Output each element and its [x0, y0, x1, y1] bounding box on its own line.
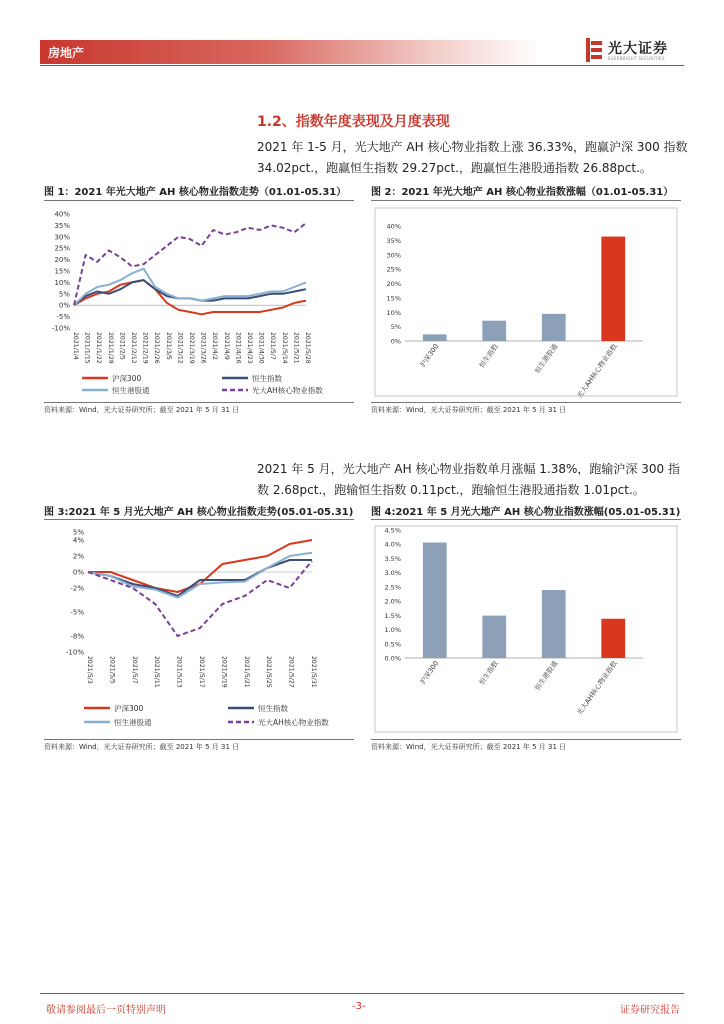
y-tick-label: 30% [54, 233, 70, 242]
fig2-source: 资料来源：Wind，光大证券研究所；截至 2021 年 5 月 31 日 [371, 406, 567, 414]
fig3-source: 资料来源：Wind，光大证券研究所；截至 2021 年 5 月 31 日 [44, 743, 240, 751]
x-tick-label: 沪深300 [418, 342, 441, 369]
x-tick-label: 2021/5/7 [130, 656, 138, 684]
paragraph-annual: 2021 年 1-5 月，光大地产 AH 核心物业指数上涨 36.33%，跑赢沪深 300 指数 34.02pct.，跑赢恒生指数 29.27pct.，跑赢恒生港股通指数 26.88pct.。 [257, 140, 688, 175]
y-tick-label: 0.0% [384, 654, 401, 663]
y-tick-label: 30% [386, 251, 401, 260]
legend-label: 恒生港股通 [112, 386, 150, 395]
legend-label: 光大AH核心物业指数 [258, 718, 329, 727]
x-tick-label: 光大AH核心物业指数 [575, 659, 619, 717]
x-tick-label: 2021/1/29 [106, 332, 114, 364]
fig1-bottom-rule [44, 402, 354, 403]
y-tick-label: -5% [56, 313, 70, 322]
y-tick-label: 0% [72, 568, 84, 577]
x-tick-label: 沪深300 [418, 659, 441, 686]
y-tick-label: 35% [54, 221, 70, 230]
x-tick-label: 2021/5/13 [175, 656, 183, 688]
x-tick-label: 2021/5/7 [269, 332, 277, 360]
plot-frame [375, 526, 677, 732]
x-tick-label: 光大AH核心物业指数 [575, 342, 619, 400]
x-tick-label: 2021/4/9 [222, 332, 230, 360]
bar-0 [423, 334, 447, 341]
y-tick-label: 20% [54, 256, 70, 265]
x-tick-label: 恒生指数 [477, 659, 500, 687]
fig3-bottom-rule [44, 739, 354, 740]
fig4-bottom-rule [371, 739, 681, 740]
y-tick-label: 3.5% [384, 554, 401, 563]
x-tick-label: 2021/3/19 [188, 332, 195, 364]
page-number: -3- [352, 1001, 366, 1012]
fig4-top-rule [371, 519, 681, 520]
y-tick-label: 25% [386, 265, 401, 274]
x-tick-label: 2021/5/19 [220, 656, 228, 688]
plot-frame [375, 208, 677, 396]
y-tick-label: 4.0% [384, 540, 401, 549]
series-line-2 [74, 269, 306, 306]
y-tick-label: 40% [54, 210, 70, 219]
y-tick-label: 0% [58, 301, 70, 310]
brand-name: 光大证券 [608, 41, 668, 57]
fig4-source: 资料来源：Wind，光大证券研究所；截至 2021 年 5 月 31 日 [371, 743, 567, 751]
y-tick-label: 35% [386, 236, 401, 245]
x-tick-label: 2021/3/26 [199, 332, 207, 364]
legend-label: 沪深300 [112, 374, 142, 383]
x-tick-label: 2021/5/31 [310, 656, 317, 688]
brand-logo-icon [586, 38, 602, 62]
x-tick-label: 2021/2/19 [141, 332, 149, 364]
legend-label: 恒生指数 [252, 374, 282, 383]
y-tick-label: 25% [54, 244, 70, 253]
y-tick-label: 0% [390, 337, 401, 346]
x-tick-label: 2021/2/5 [118, 332, 126, 360]
legend-label: 沪深300 [114, 704, 144, 713]
y-tick-label: 40% [386, 222, 401, 231]
fig2-bar-chart [371, 204, 681, 400]
y-tick-label: 20% [386, 280, 401, 288]
y-tick-label: 4% [72, 536, 84, 545]
bar-1 [482, 321, 506, 341]
header-bar [40, 40, 540, 64]
x-tick-label: 2021/5/3 [86, 656, 93, 684]
y-tick-label: 15% [386, 294, 401, 303]
brand-logo [586, 38, 686, 66]
footer-disclaimer: 敬请参阅最后一页特别声明 [46, 1005, 166, 1016]
fig3-title: 图 3:2021 年 5 月光大地产 AH 核心物业指数走势(05.01-05.31) [44, 507, 354, 518]
x-tick-label: 2021/1/4 [72, 332, 79, 360]
x-tick-label: 2021/4/16 [234, 332, 242, 364]
fig4-title: 图 4:2021 年 5 月光大地产 AH 核心物业指数涨幅(05.01-05.31) [371, 507, 681, 518]
x-tick-label: 2021/3/5 [164, 332, 172, 360]
y-tick-label: 2.0% [384, 597, 401, 606]
section-title: 1.2、指数年度表现及月度表现 [257, 114, 450, 130]
fig2-bottom-rule [371, 402, 681, 403]
x-tick-label: 2021/5/5 [108, 656, 116, 684]
x-tick-label: 2021/5/27 [287, 656, 295, 688]
y-tick-label: 3.0% [384, 569, 401, 578]
y-tick-label: 0.5% [384, 640, 401, 649]
y-tick-label: -5% [70, 608, 84, 617]
x-tick-label: 2021/4/2 [211, 332, 219, 360]
fig4-bar-chart [371, 522, 681, 736]
x-tick-label: 2021/1/22 [95, 332, 103, 364]
y-tick-label: 4.5% [384, 526, 401, 535]
paragraph-monthly: 2021 年 5 月，光大地产 AH 核心物业指数单月涨幅 1.38%，跑输沪深 300 指数 2.68pct.，跑输恒生指数 0.11pct.，跑输恒生港股通指数 1.01pct.。 [257, 462, 680, 497]
fig2-top-rule [371, 200, 681, 201]
x-tick-label: 2021/5/17 [198, 656, 205, 688]
bar-2 [542, 590, 566, 658]
bar-0 [423, 543, 447, 658]
x-tick-label: 2021/1/15 [83, 332, 91, 364]
bar-3 [601, 237, 625, 341]
x-tick-label: 2021/5/14 [280, 332, 288, 364]
y-tick-label: -8% [70, 632, 84, 641]
bar-1 [482, 616, 506, 658]
header-section-label: 房地产 [48, 46, 85, 60]
legend-label: 恒生指数 [258, 704, 288, 713]
x-tick-label: 2021/5/21 [242, 656, 250, 688]
y-tick-label: 5% [72, 528, 84, 537]
fig1-top-rule [44, 200, 354, 201]
legend-label: 光大AH核心物业指数 [252, 386, 323, 395]
y-tick-label: 15% [54, 267, 70, 276]
fig3-top-rule [44, 519, 354, 520]
y-tick-label: -2% [70, 584, 84, 593]
x-tick-label: 2021/5/25 [265, 656, 273, 688]
y-tick-label: 10% [386, 308, 401, 317]
y-tick-label: 5% [390, 323, 401, 332]
y-tick-label: 2.5% [384, 583, 401, 592]
legend-label: 恒生港股通 [114, 718, 152, 727]
fig1-line-chart [44, 204, 354, 400]
y-tick-label: 1.0% [384, 626, 401, 635]
fig3-line-chart [44, 522, 354, 736]
bar-2 [542, 314, 566, 341]
series-line-1 [88, 560, 312, 596]
x-tick-label: 2021/5/21 [292, 332, 300, 364]
y-tick-label: 10% [54, 278, 70, 287]
y-tick-label: 2% [72, 552, 84, 561]
fig1-title: 图 1：2021 年光大地产 AH 核心物业指数走势（01.01-05.31） [44, 187, 347, 198]
fig1-source: 资料来源：Wind，光大证券研究所；截至 2021 年 5 月 31 日 [44, 406, 240, 414]
x-tick-label: 恒生港股通 [533, 659, 560, 692]
y-tick-label: 1.5% [384, 611, 401, 620]
x-tick-label: 2021/2/12 [130, 332, 137, 364]
x-tick-label: 2021/5/11 [153, 656, 161, 688]
x-tick-label: 恒生指数 [477, 342, 500, 370]
footer-divider [40, 993, 684, 994]
x-tick-label: 恒生港股通 [533, 342, 560, 375]
bar-3 [601, 619, 625, 658]
x-tick-label: 2021/4/30 [257, 332, 265, 364]
x-tick-label: 2021/2/26 [153, 332, 161, 364]
header-divider [40, 65, 684, 66]
footer-report-type: 证券研究报告 [620, 1005, 680, 1016]
fig2-title: 图 2：2021 年光大地产 AH 核心物业指数涨幅（01.01-05.31） [371, 187, 674, 198]
x-tick-label: 2021/3/12 [176, 332, 184, 364]
x-tick-label: 2021/4/23 [246, 332, 253, 364]
y-tick-label: -10% [51, 324, 70, 333]
y-tick-label: 5% [58, 290, 70, 299]
brand-name-en: EVERBRIGHT SECURITIES [608, 56, 665, 61]
x-tick-label: 2021/5/28 [304, 332, 311, 364]
y-tick-label: -10% [65, 648, 84, 657]
